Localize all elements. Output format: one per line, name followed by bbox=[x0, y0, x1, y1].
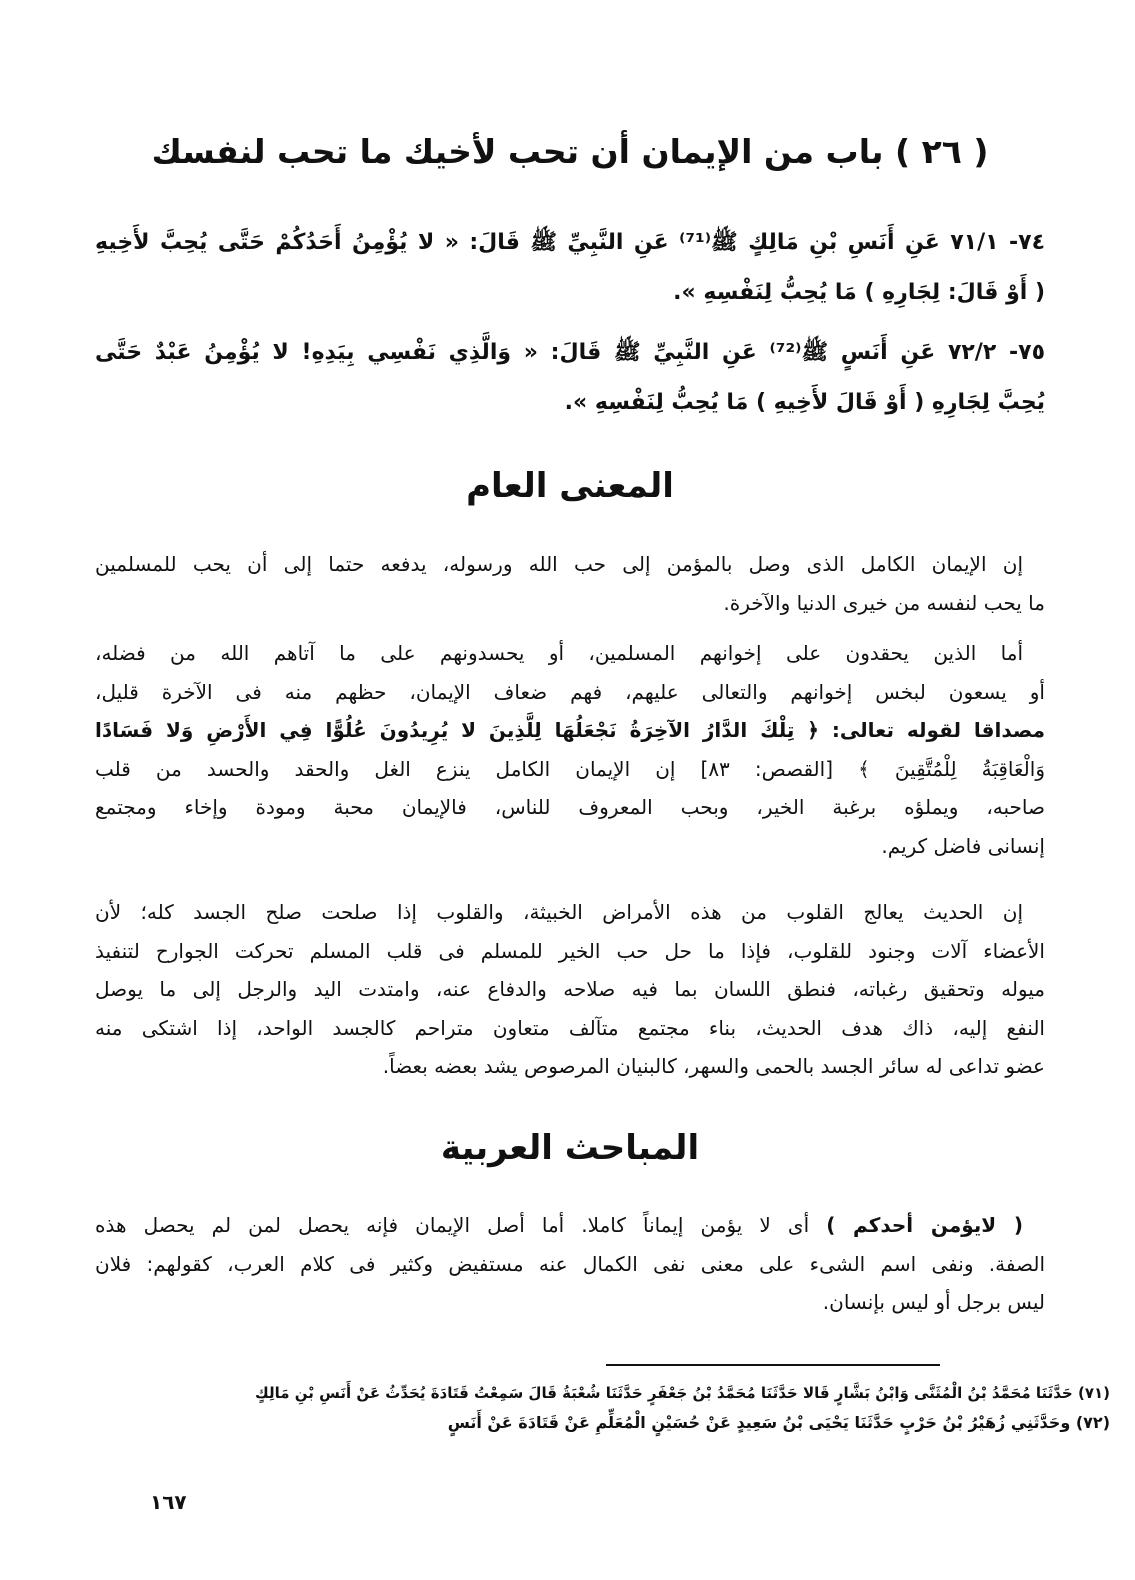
hadith-line: ٧٤- ٧١/١ عَنِ أَنَسِ بْنِ مَالِكٍ ﷺ⁽⁷¹⁾ عَنِ النَّبِيِّ ﷺ قَالَ: « لا يُؤْمِنُ أَحَدُكُمْ حَتَّى يُحِبَّ لأَخِيهِ bbox=[95, 230, 1046, 255]
chapter-title: ( ٢٦ ) باب من الإيمان أن تحب لأخيك ما تحب لنفسك bbox=[151, 132, 989, 171]
hadith-term: ( لايؤمن أحدكم ) bbox=[826, 1213, 1023, 1237]
paragraph-line: إنسانى فاضل كريم. bbox=[881, 833, 1045, 858]
footnote-divider bbox=[606, 1364, 940, 1366]
paragraph-line: ليس برجل أو ليس بإنسان. bbox=[822, 1290, 1045, 1314]
paragraph-line: عضو تداعى له سائر الجسد بالحمى والسهر، كالبنيان المرصوص يشد بعضه بعضاً. bbox=[382, 1054, 1045, 1078]
paragraph-line bbox=[95, 1206, 1045, 1245]
paragraph-line: ميوله وتحقيق رغباته، فنطق اللسان بما فيه صلاحه والدفاع عنه، وامتدت اليد والرجل إلى ما يوصل bbox=[95, 977, 1045, 1001]
paragraph bbox=[95, 1206, 1045, 1322]
paragraph-line: الصفة. ونفى اسم الشىء على معنى نفى الكمال عنه مستفيض وكثير فى كلام العرب، كقولهم: فلان bbox=[95, 1251, 1045, 1276]
footnote-72: (٧٢) وحَدَّثَنِي زُهَيْرُ بْنُ حَرْبٍ حَدَّثَنَا يَحْيَى بْنُ سَعِيدٍ عَنْ حُسَيْنٍ الْمُعَلِّمِ عَنْ قَتَادَةَ عَنْ أَنَسٍ bbox=[447, 1413, 1110, 1432]
paragraph-line: مصداقا لقوله تعالى: ﴿ تِلْكَ الدَّارُ الآخِرَةُ نَجْعَلُهَا لِلَّذِينَ لا يُرِيدُونَ عُلُوًّا فِي الأَرْضِ وَلا فَسَادًا bbox=[95, 718, 1045, 742]
paragraph-line: أو يسعون لبخس إخوانهم والتعالى عليهم، فهم ضعاف الإيمان، حظهم منه فى الآخرة قليل، bbox=[95, 679, 1045, 704]
section-heading-general-meaning: المعنى العام bbox=[466, 466, 674, 506]
paragraph-line: الأعضاء آلات وجنود للقلوب، فإذا ما حل حب الخير للمسلم فى قلب المسلم تحركت الجوارح لتنفيذ bbox=[95, 938, 1045, 963]
paragraph bbox=[95, 634, 1045, 865]
paragraph-line: صاحبه، ويملؤه برغبة الخير، وبحب المعروف للناس، فالإيمان محبة ومودة وإخاء ومجتمع bbox=[95, 795, 1045, 819]
hadith-line: يُحِبَّ لِجَارِهِ ( أَوْ قَالَ لأَخِيهِ ) مَا يُحِبُّ لِنَفْسِهِ ». bbox=[564, 390, 1045, 415]
hadith-75 bbox=[95, 328, 1045, 428]
term-explanation: أى لا يؤمن إيماناً كاملا. أما أصل الإيمان فإنه يحصل لمن لم يحصل هذه bbox=[95, 1213, 810, 1237]
paragraph-line: وَالْعَاقِبَةُ لِلْمُتَّقِينَ ﴾ [القصص: ٨٣] إن الإيمان الكامل ينزع الغل والحقد والحسد من قلب bbox=[95, 756, 1045, 781]
footnote-71: (٧١) حَدَّثَنَا مُحَمَّدُ بْنُ الْمُثَنَّى وَابْنُ بَشَّارٍ قَالا حَدَّثَنَا مُحَمَّدُ بْنُ جَعْفَرٍ حَدَّثَنَا شُعْبَةُ قَالَ سَمِعْتُ قَتَادَةَ يُحَدِّثُ عَنْ أَنَسِ بْنِ مَالِكٍ bbox=[255, 1384, 1110, 1402]
paragraph-line: إن الحديث يعالج القلوب من هذه الأمراض الخبيثة، والقلوب إذا صلحت صلح الجسد كله؛ لأن bbox=[95, 900, 1023, 924]
hadith-line: ٧٥- ٧٢/٢ عَنِ أَنَسٍ ﷺ⁽⁷²⁾ عَنِ النَّبِيِّ ﷺ قَالَ: « وَالَّذِي نَفْسِي بِيَدِهِ! لا يُؤْمِنُ عَبْدٌ حَتَّى bbox=[95, 340, 1045, 365]
paragraph-line: أما الذين يحقدون على إخوانهم المسلمين، أو يحسدونهم على ما آتاهم الله من فضله، bbox=[95, 641, 1023, 665]
page-number: ١٦٧ bbox=[150, 1490, 187, 1514]
section-heading-arabic-discussions: المباحث العربية bbox=[440, 1128, 700, 1168]
paragraph bbox=[95, 893, 1045, 1086]
hadith-line: ( أَوْ قَالَ: لِجَارِهِ ) مَا يُحِبُّ لِنَفْسِهِ ». bbox=[673, 280, 1045, 305]
paragraph-line: إن الإيمان الكامل الذى وصل بالمؤمن إلى حب الله ورسوله، يدفعه حتما إلى أن يحب للمسلمين bbox=[95, 552, 1023, 576]
footnotes bbox=[230, 1378, 1110, 1438]
paragraph-line: النفع إليه، ذاك هدف الحديث، بناء مجتمع متآلف متعاون متراحم كالجسد الواحد، إذا اشتكى منه bbox=[95, 1015, 1045, 1040]
paragraph bbox=[95, 545, 1045, 622]
hadith-74 bbox=[95, 218, 1045, 318]
paragraph-line: ما يحب لنفسه من خيرى الدنيا والآخرة. bbox=[723, 590, 1045, 615]
